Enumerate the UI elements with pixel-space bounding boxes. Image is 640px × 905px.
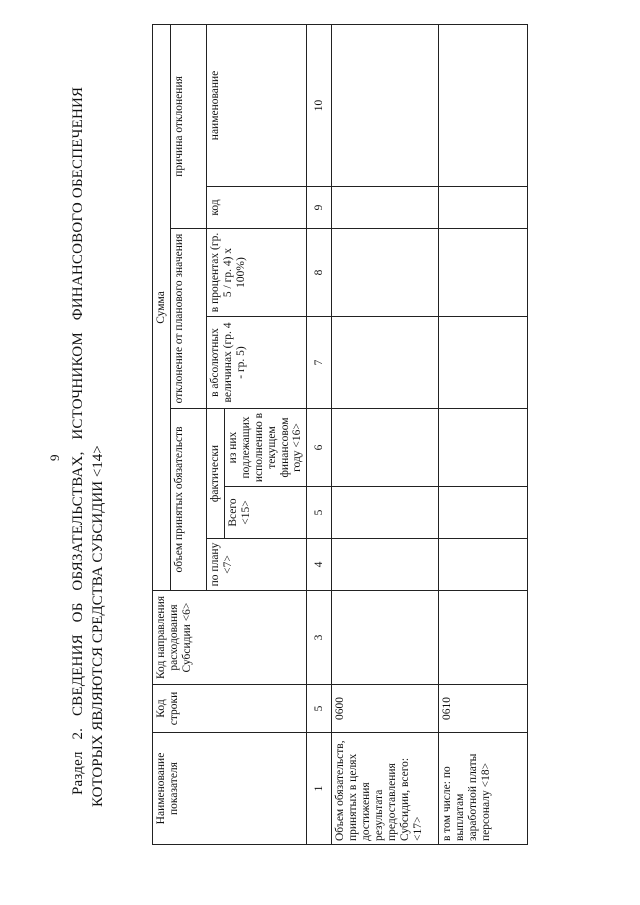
header-actual: фактически: [207, 409, 225, 539]
header-total: Всего <15>: [225, 487, 307, 539]
obligations-table: [152, 24, 528, 845]
header-indicator-name: Наименование показателя: [153, 733, 307, 845]
section-heading-line-2: КОТОРЫХ ЯВЛЯЮТСЯ СРЕДСТВА СУБСИДИИ <14>: [90, 445, 106, 807]
empty-cell: [332, 229, 439, 317]
header-obligations-volume: объем принятых обязательств: [171, 409, 207, 591]
empty-cell: [439, 317, 528, 409]
column-number: 8: [307, 229, 332, 317]
header-percent: в процентах (гр. 5 / гр. 4) x 100%): [207, 229, 307, 317]
empty-cell: [439, 487, 528, 539]
row-indicator-name: в том числе: по выплатам заработной платы персоналу <18>: [439, 733, 528, 845]
row-indicator-name: Объем обязательств, принятых в целях достижения результата предоставления Субсидии, всего: <17>: [332, 733, 439, 845]
empty-cell: [332, 24, 439, 186]
header-sum: Сумма: [153, 24, 171, 590]
column-number-row: [307, 24, 332, 844]
header-deviation: отклонение от планового значения: [171, 229, 207, 409]
header-row-code: Код строки: [153, 685, 307, 733]
empty-cell: [332, 187, 439, 229]
column-number: 5: [307, 685, 332, 733]
column-number: 3: [307, 591, 332, 685]
column-number: 6: [307, 409, 332, 487]
page-number: 9: [47, 454, 62, 461]
column-number: 5: [307, 487, 332, 539]
empty-cell: [332, 317, 439, 409]
header-direction-code: Код направления расходования Субсидии <6>: [153, 591, 307, 685]
empty-cell: [332, 487, 439, 539]
row-code: 0600: [332, 685, 439, 733]
empty-cell: [332, 409, 439, 487]
empty-cell: [439, 187, 528, 229]
header-reason: причина отклонения: [171, 24, 207, 228]
header-absolute: в абсолютных величинах (гр. 4 - гр. 5): [207, 317, 307, 409]
header-reason-code: код: [207, 187, 307, 229]
empty-cell: [332, 591, 439, 685]
header-by-plan: по плану <7>: [207, 539, 307, 591]
empty-cell: [439, 409, 528, 487]
empty-cell: [439, 229, 528, 317]
empty-cell: [439, 591, 528, 685]
column-number: 1: [307, 733, 332, 845]
empty-cell: [332, 539, 439, 591]
header-reason-name: наименование: [207, 24, 307, 186]
table-row: [439, 24, 528, 844]
column-number: 9: [307, 187, 332, 229]
row-code: 0610: [439, 685, 528, 733]
empty-cell: [439, 539, 528, 591]
table-row: [332, 24, 439, 844]
empty-cell: [439, 24, 528, 186]
column-number: 7: [307, 317, 332, 409]
header-of-which-due: из них подлежащих исполнению в текущем финансовом году <16>: [225, 409, 307, 487]
section-heading-line-1: Раздел 2. СВЕДЕНИЯ ОБ ОБЯЗАТЕЛЬСТВАХ, ИСТОЧНИКОМ ФИНАНСОВОГО ОБЕСПЕЧЕНИЯ: [70, 86, 86, 795]
column-number: 10: [307, 24, 332, 186]
column-number: 4: [307, 539, 332, 591]
